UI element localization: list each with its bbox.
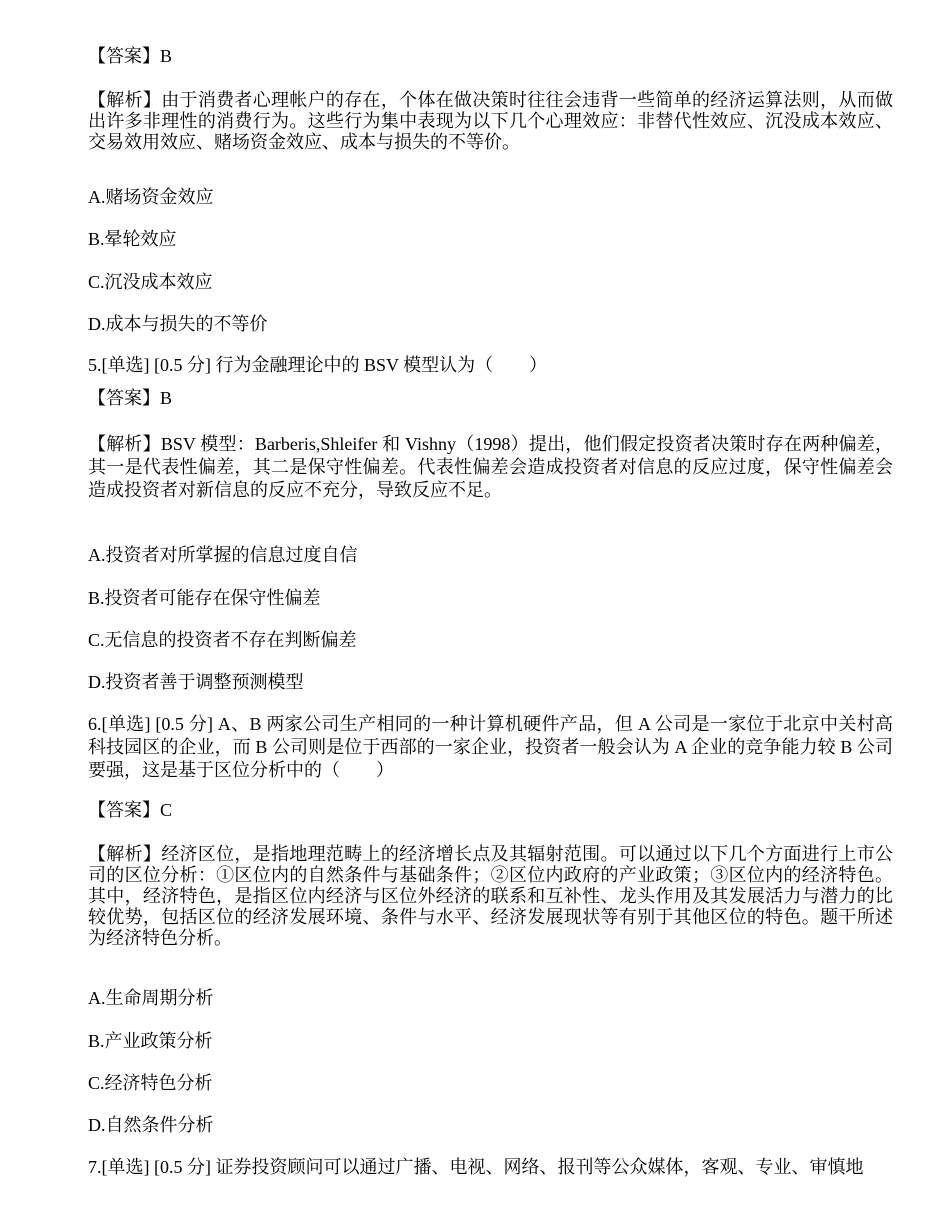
q6-analysis: 【解析】经济区位，是指地理范畴上的经济增长点及其辐射范围。可以通过以下几个方面进行上市公司的区位分析：①区位内的自然条件与基础条件；②区位内政府的产业政策；③区位内的经济特色。其中，经济特色，是指区位内经济与区位外经济的联系和互补性、龙头作用及其发展活力与潜力的比较优势，包括区位的经济发展环境、条件与水平、经济发展现状等有别于其他区位的特色。题干所述为经济特色分析。 (88, 844, 893, 948)
q4-option-b: B.晕轮效应 (88, 229, 177, 249)
q6-question: 6.[单选] [0.5 分] A、B 两家公司生产相同的一种计算机硬件产品，但 A 公司是一家位于北京中关村高科技园区的企业，而 B 公司则是位于西部的一家企业，投资者一般会认为 A 企业的竞争能力较 B 公司要强，这是基于区位分析中的（ ） (88, 714, 893, 780)
q4-analysis: 【解析】由于消费者心理帐户的存在，个体在做决策时往往会违背一些简单的经济运算法则，从而做出许多非理性的消费行为。这些行为集中表现为以下几个心理效应：非替代性效应、沉没成本效应、交易效用效应、赌场资金效应、成本与损失的不等价。 (88, 90, 893, 152)
q5-answer: 【答案】B (88, 388, 173, 408)
q4-answer: 【答案】B (88, 46, 173, 66)
q5-option-a: A.投资者对所掌握的信息过度自信 (88, 545, 358, 565)
q5-analysis: 【解析】BSV 模型：Barberis,Shleifer 和 Vishny（1998）提出，他们假定投资者决策时存在两种偏差，其一是代表性偏差，其二是保守性偏差。代表性偏差会造成投资者对信息的反应过度，保守性偏差会造成投资者对新信息的反应不充分，导致反应不足。 (88, 434, 893, 500)
q6-option-c: C.经济特色分析 (88, 1073, 213, 1093)
q5-question: 5.[单选] [0.5 分] 行为金融理论中的 BSV 模型认为（ ） (88, 355, 548, 375)
q6-option-b: B.产业政策分析 (88, 1031, 213, 1051)
q5-option-d: D.投资者善于调整预测模型 (88, 672, 304, 692)
q6-option-d: D.自然条件分析 (88, 1115, 214, 1135)
q7-question: 7.[单选] [0.5 分] 证券投资顾问可以通过广播、电视、网络、报刊等公众媒体，客观、专业、审慎地 (88, 1157, 864, 1177)
q6-answer: 【答案】C (88, 800, 173, 820)
q4-option-c: C.沉没成本效应 (88, 272, 213, 292)
q5-option-b: B.投资者可能存在保守性偏差 (88, 588, 321, 608)
q4-option-d: D.成本与损失的不等价 (88, 314, 268, 334)
q6-option-a: A.生命周期分析 (88, 988, 214, 1008)
q4-option-a: A.赌场资金效应 (88, 187, 214, 207)
q5-option-c: C.无信息的投资者不存在判断偏差 (88, 630, 357, 650)
